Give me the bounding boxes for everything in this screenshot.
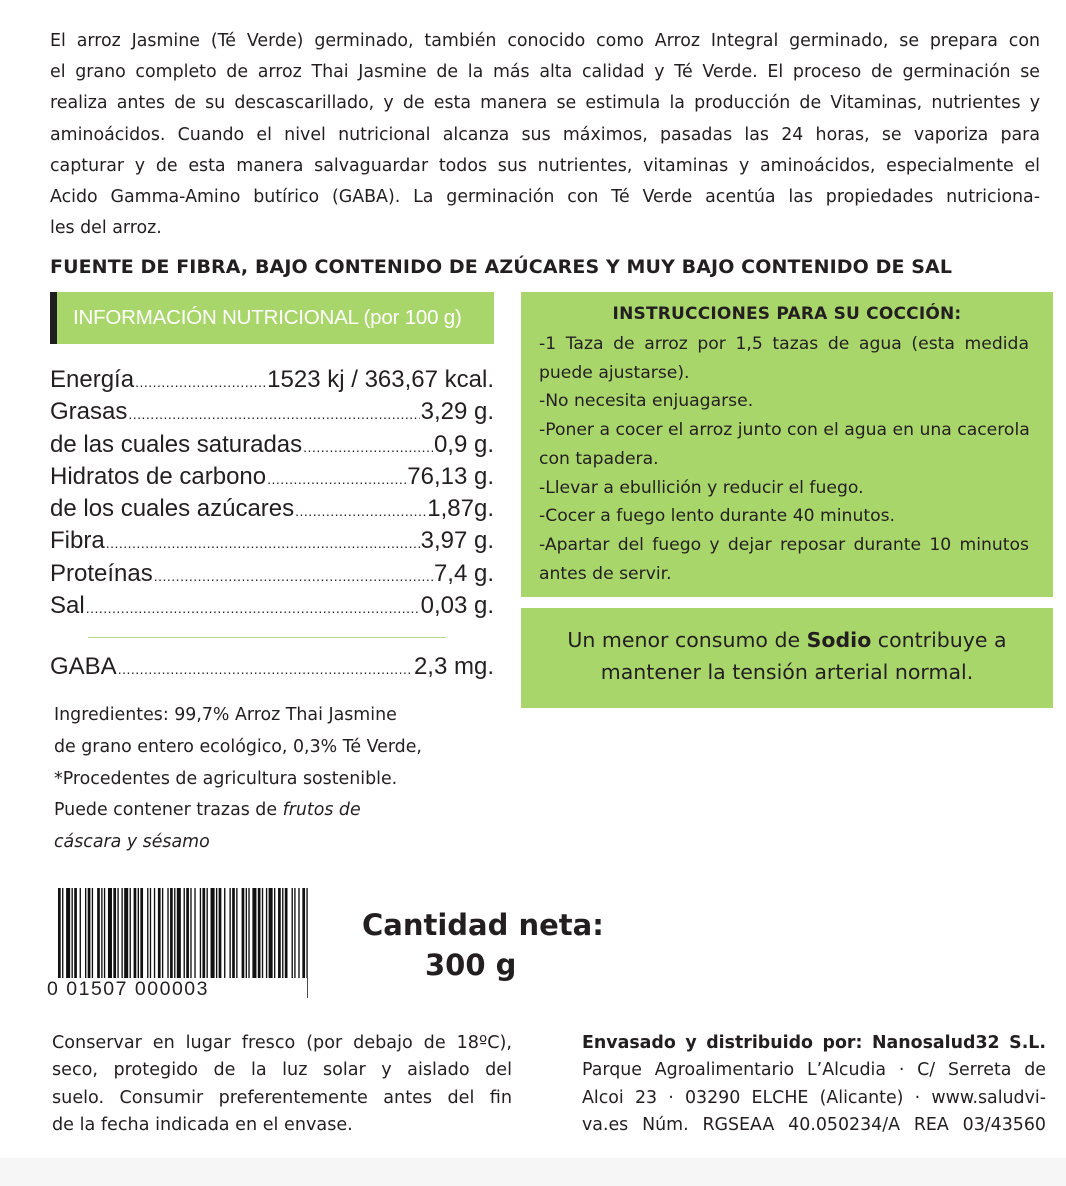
instruction-line: con tapadera. [539, 448, 659, 469]
net-quantity-value: 300 g [425, 948, 517, 982]
intro-line: capturar y de esta manera salvaguardar todos sus nutrientes, vitaminas y aminoácidos, especialmente el [50, 155, 1040, 176]
ingredients-line: Ingredientes: 99,7% Arroz Thai Jasmine [54, 705, 397, 725]
allergens-line: cáscara y sésamo [54, 832, 210, 853]
intro-line [50, 182, 1040, 213]
sodium-claim-line [521, 625, 1053, 657]
barcode-digits: 0 01507 000003 [47, 978, 307, 1001]
nutrient-value: 3,97 g. [420, 527, 494, 555]
instruction-line: -Apartar del fuego y dejar reposar durante 10 minutos [539, 534, 1029, 555]
nutrient-value: 76,13 g. [407, 462, 494, 490]
nutrition-header-label: INFORMACIÓN NUTRICIONAL (por 100 g) [73, 306, 462, 329]
nutrient-label: de los cuales azúcares [50, 495, 295, 523]
net-quantity-label: Cantidad neta: [362, 908, 604, 942]
instruction-line: -Llevar a ebullición y reducir el fuego. [539, 477, 864, 498]
storage-instructions [52, 1030, 512, 1139]
nutrient-label: Sal [50, 592, 85, 620]
header-accent-bar [50, 292, 57, 344]
nutrition-row-hidratos [50, 463, 494, 495]
instruction-line: -Poner a cocer el arroz junto con el agua en una cacerola [539, 420, 1030, 441]
nutrition-row-gaba [50, 653, 494, 685]
storage-line: Conservar en lugar fresco (por debajo de 18ºC), [52, 1033, 512, 1053]
sodium-claim-text [521, 608, 1053, 688]
sodium-claim-box [521, 608, 1053, 708]
nutrient-label: Energía [50, 366, 135, 393]
storage-line: suelo. Consumir preferentemente antes del fin [52, 1087, 512, 1108]
barcode [47, 888, 308, 1006]
allergens-prefix: Puede contener trazas de [54, 800, 283, 821]
intro-line-tail: La germinación con Té Verde acentúa las propiedades nutriciona- [400, 187, 1040, 208]
storage-line: de la fecha indicada en el envase. [52, 1114, 353, 1135]
nutrient-value: 0,9 g. [433, 430, 494, 458]
intro-line: aminoácidos. Cuando el nivel nutricional alcanza sus máximos, pasadas las 24 horas, se vaporiza para [50, 124, 1040, 145]
nutrition-header [50, 292, 494, 344]
instruction-line: -1 Taza de arroz por 1,5 tazas de agua (esta medida [539, 334, 1029, 354]
packager-line: Alcoi 23 · 03290 ELCHE (Alicante) · www.saludvi- [582, 1087, 1046, 1108]
nutrient-value: 2,3 mg. [413, 653, 494, 680]
intro-line: realiza antes de su descascarillado, y de esta manera se estimula la producción de Vitaminas, nutrientes y [50, 93, 1040, 114]
intro-line: les del arroz. [50, 218, 162, 239]
dot-leader [135, 374, 266, 390]
packager-line: Parque Agroalimentario L’Alcudia · C/ Serreta de [582, 1060, 1046, 1081]
nutrient-value: 0,03 g. [420, 592, 494, 620]
ingredients-block [54, 700, 422, 859]
sodium-claim-post: contribuye a [871, 628, 1007, 652]
nutrition-row-fibra [50, 527, 494, 559]
gaba-row [50, 653, 494, 685]
intro-paragraph [50, 26, 1040, 244]
intro-line: el grano completo de arroz Thai Jasmine de la más alta calidad y Té Verde. El proceso de germinación se [50, 62, 1040, 83]
sodium-claim-pre: Un menor consumo de [567, 628, 807, 652]
storage-line: seco, protegido de la luz solar y aislado del [52, 1060, 512, 1081]
intro-line: El arroz Jasmine (Té Verde) germinado, también conocido como Arroz Integral germinado, se prepara con [50, 31, 1040, 51]
instructions-title: INSTRUCCIONES PARA SU COCCIÓN: [612, 304, 962, 324]
instructions-body [539, 330, 1029, 588]
bottom-strip [0, 1158, 1066, 1186]
dot-leader [86, 600, 420, 616]
instruction-line: -Cocer a fuego lento durante 40 minutos. [539, 506, 896, 527]
instruction-line: puede ajustarse). [539, 362, 690, 383]
nutrition-row-proteinas [50, 560, 494, 592]
allergens-italic: frutos de [282, 800, 361, 821]
nutrient-label: Fibra [50, 527, 105, 555]
nutrition-row-grasas [50, 398, 494, 430]
nutrient-label: de las cuales saturadas [50, 430, 303, 458]
nutrient-value: 7,4 g. [433, 559, 494, 587]
packager-info [582, 1030, 1046, 1139]
allergens-line [54, 795, 422, 827]
nutrient-value: 1,87g. [427, 495, 494, 523]
nutrient-label: Proteínas [50, 559, 153, 587]
claims-headline: FUENTE DE FIBRA, BAJO CONTENIDO DE AZÚCARES Y MUY BAJO CONTENIDO DE SAL [50, 256, 953, 278]
nutrition-row-azucares [50, 495, 494, 527]
dot-leader [128, 406, 419, 422]
nutrition-row-saturadas [50, 431, 494, 463]
dot-leader [106, 535, 420, 551]
nutrient-label: Hidratos de carbono [50, 462, 267, 490]
nutrient-value: 3,29 g. [420, 398, 494, 426]
nutrition-row-energia [50, 366, 494, 398]
section-divider [88, 637, 446, 638]
ingredients-line: de grano entero ecológico, 0,3% Té Verde, [54, 736, 422, 757]
cooking-instructions-box [521, 292, 1053, 597]
sodium-claim-line: mantener la tensión arterial normal. [600, 659, 974, 684]
packager-line: Envasado y distribuido por: Nanosalud32 S.L. [582, 1033, 1046, 1053]
nutrient-label: Grasas [50, 398, 128, 426]
nutrient-value: 1523 kj / 363,67 kcal. [267, 366, 494, 393]
ingredients-line: *Procedentes de agricultura sostenible. [54, 768, 398, 789]
packager-line: va.es Núm. RGSEAA 40.050234/A REA 03/43560 [582, 1114, 1046, 1135]
dot-leader [295, 503, 426, 519]
nutrition-table [50, 366, 494, 624]
sodium-word: Sodio [806, 628, 872, 652]
nutrient-label: GABA [50, 653, 117, 680]
nutrition-row-sal [50, 592, 494, 624]
instruction-line: antes de servir. [539, 563, 672, 584]
gaba-mention: Acido Gamma-Amino butírico (GABA). [50, 187, 401, 208]
dot-leader [267, 471, 406, 487]
instruction-line: -No necesita enjuagarse. [539, 391, 754, 412]
dot-leader [118, 661, 413, 677]
dot-leader [303, 439, 433, 455]
dot-leader [154, 568, 433, 584]
